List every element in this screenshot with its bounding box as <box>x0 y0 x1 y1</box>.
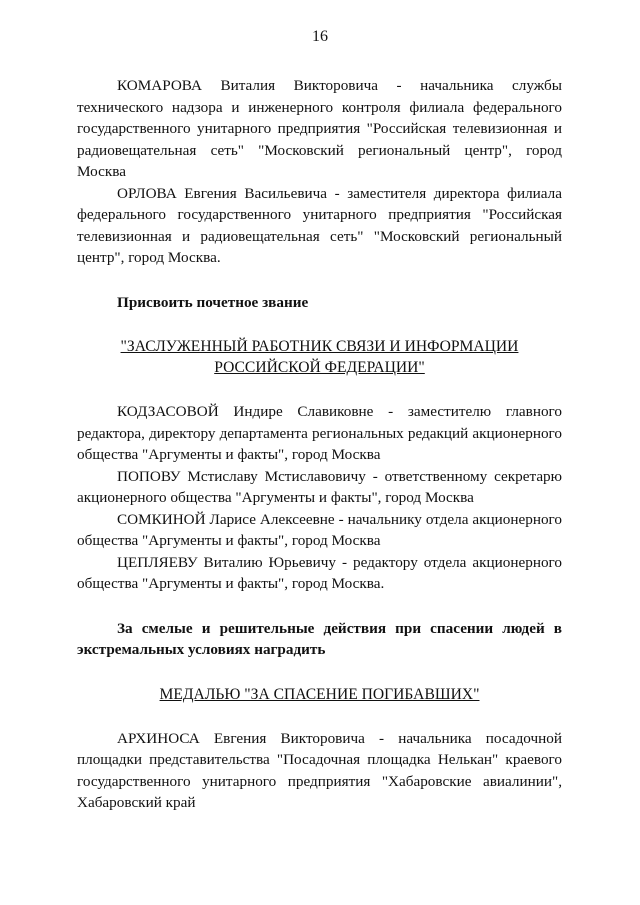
honorary-title-heading-line1: "ЗАСЛУЖЕННЫЙ РАБОТНИК СВЯЗИ И ИНФОРМАЦИИ <box>120 338 519 355</box>
award-paragraph-somkina: СОМКИНОЙ Ларисе Алексеевне - начальнику отдела акционерного общества "Аргументы и факты", город Москва <box>77 510 562 549</box>
award-paragraph-tseplyaev: ЦЕПЛЯЕВУ Виталию Юрьевичу - редактору отдела акционерного общества "Аргументы и факты", город Москва. <box>77 553 562 592</box>
award-paragraph-popov: ПОПОВУ Мстиславу Мстиславовичу - ответственному секретарю акционерного общества "Аргументы и факты", город Москва <box>77 467 562 506</box>
medal-award-intro: За смелые и решительные действия при спасении людей в экстремальных условиях наградить <box>77 619 562 658</box>
medal-heading: МЕДАЛЬЮ "ЗА СПАСЕНИЕ ПОГИБАВШИХ" <box>159 685 480 703</box>
page-number: 16 <box>312 28 328 45</box>
document-body <box>77 75 562 814</box>
award-paragraph-arkhinos: АРХИНОСА Евгения Викторовича - начальника посадочной площадки представительства "Посадочная площадка Нелькан" краевого государственного унитарного предприятия "Хабаровские авиалинии", Хабаровский край <box>77 729 562 811</box>
award-paragraph-orlov: ОРЛОВА Евгения Васильевича - заместителя директора филиала федерального государственного унитарного предприятия "Российская телевизионная и радиовещательная сеть" "Московский региональный центр", город Москва. <box>77 184 562 266</box>
award-paragraph-komarov: КОМАРОВА Виталия Викторовича - начальника службы технического надзора и инженерного контроля филиала федерального государственного унитарного предприятия "Российская телевизионная и радиовещательная сеть" "Московский региональный центр", город Москва <box>77 77 562 180</box>
honorary-title-intro: Присвоить почетное звание <box>117 293 309 311</box>
award-paragraph-kodzasova: КОДЗАСОВОЙ Индире Славиковне - заместителю главного редактора, директору департамента региональных редакций акционерного общества "Аргументы и факты", город Москва <box>77 403 562 463</box>
honorary-title-heading-line2: РОССИЙСКОЙ ФЕДЕРАЦИИ" <box>214 359 425 376</box>
